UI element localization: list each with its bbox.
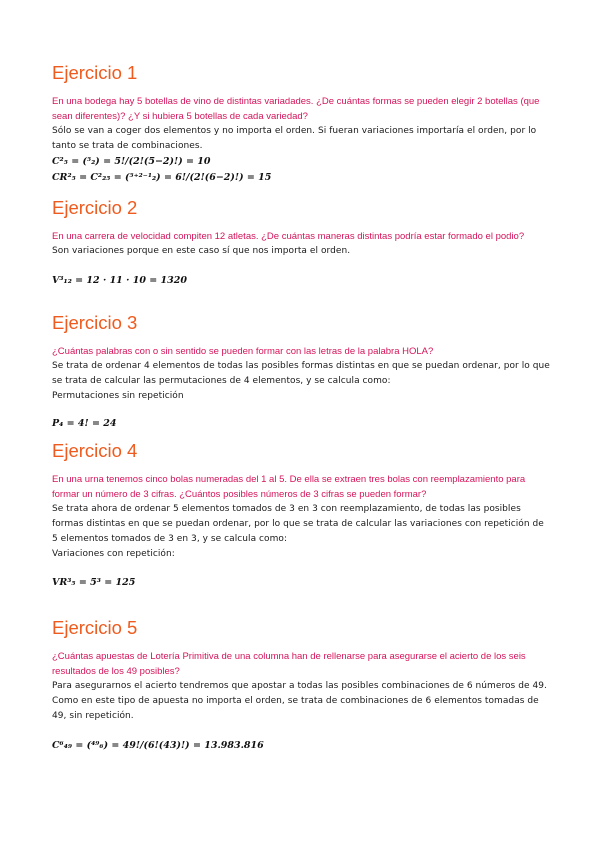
- exercise-explanation: Se trata ahora de ordenar 5 elementos tomados de 3 en 3 con reemplazamiento, de todas las posibles formas distintas en que se puedan ordenar, por lo que se trata de calcular las variaciones con repetición de 5 elementos tomados de 3 en 3, y se calcula como:: [52, 504, 544, 544]
- exercise-formula: CR²₅ = C²₂₅ = (⁵⁺²⁻¹₂) = 6!/(2!(6−2)!) = 15: [52, 172, 272, 183]
- exercise-title: Ejercicio 4: [52, 440, 138, 461]
- exercise-3: [52, 312, 552, 432]
- exercise-formula: P₄ = 4! = 24: [52, 418, 117, 429]
- exercise-formula: C²₅ = (⁵₂) = 5!/(2!(5−2)!) = 10: [52, 156, 211, 167]
- exercise-question: En una bodega hay 5 botellas de vino de distintas variadades. ¿De cuántas formas se pueden elegir 2 botellas (que sean diferentes)? ¿Y si hubiera 5 botellas de cada variedad?: [52, 96, 540, 122]
- exercise-method: Variaciones con repetición:: [52, 549, 175, 559]
- exercise-question: ¿Cuántas apuestas de Lotería Primitiva de una columna han de rellenarse para asegurarse el acierto de los seis resultados de los 49 posibles?: [52, 651, 526, 677]
- exercise-explanation: Para asegurarnos el acierto tendremos que apostar a todas las posibles combinaciones de 6 números de 49. Como en este tipo de apuesta no importa el orden, se trata de combinaciones de 6 elementos tomadas de 49, sin repetición.: [52, 681, 547, 721]
- exercise-explanation: Sólo se van a coger dos elementos y no importa el orden. Si fueran variaciones importaría el orden, por lo tanto se trata de combinaciones.: [52, 126, 537, 151]
- exercise-4: [52, 440, 552, 591]
- exercise-question: En una carrera de velocidad compiten 12 atletas. ¿De cuántas maneras distintas podría estar formado el podio?: [52, 231, 525, 242]
- exercise-formula: VR³₅ = 5³ = 125: [52, 577, 136, 588]
- exercise-question: En una urna tenemos cinco bolas numeradas del 1 al 5. De ella se extraen tres bolas con reemplazamiento para formar un número de 3 cifras. ¿Cuántos posibles números de 3 cifras se pueden formar?: [52, 474, 526, 500]
- exercise-title: Ejercicio 2: [52, 197, 138, 218]
- exercise-explanation: Se trata de ordenar 4 elementos de todas las posibles formas distintas en que se puedan ordenar, por lo que se trata de calcular las permutaciones de 4 elementos, y se calcula como:: [52, 361, 550, 386]
- exercise-2: [52, 197, 552, 289]
- exercise-title: Ejercicio 3: [52, 312, 138, 333]
- exercise-5: [52, 617, 552, 754]
- exercise-formula: V³₁₂ = 12 · 11 · 10 = 1320: [52, 275, 187, 286]
- exercise-method: Permutaciones sin repetición: [52, 391, 184, 401]
- exercise-formula: C⁶₄₉ = (⁴⁹₆) = 49!/(6!(43)!) = 13.983.816: [52, 740, 264, 751]
- exercise-1: [52, 62, 552, 186]
- exercise-title: Ejercicio 1: [52, 62, 138, 83]
- exercise-title: Ejercicio 5: [52, 617, 138, 638]
- exercise-explanation: Son variaciones porque en este caso sí que nos importa el orden.: [52, 246, 351, 256]
- exercise-question: ¿Cuántas palabras con o sin sentido se pueden formar con las letras de la palabra HOLA?: [52, 346, 434, 357]
